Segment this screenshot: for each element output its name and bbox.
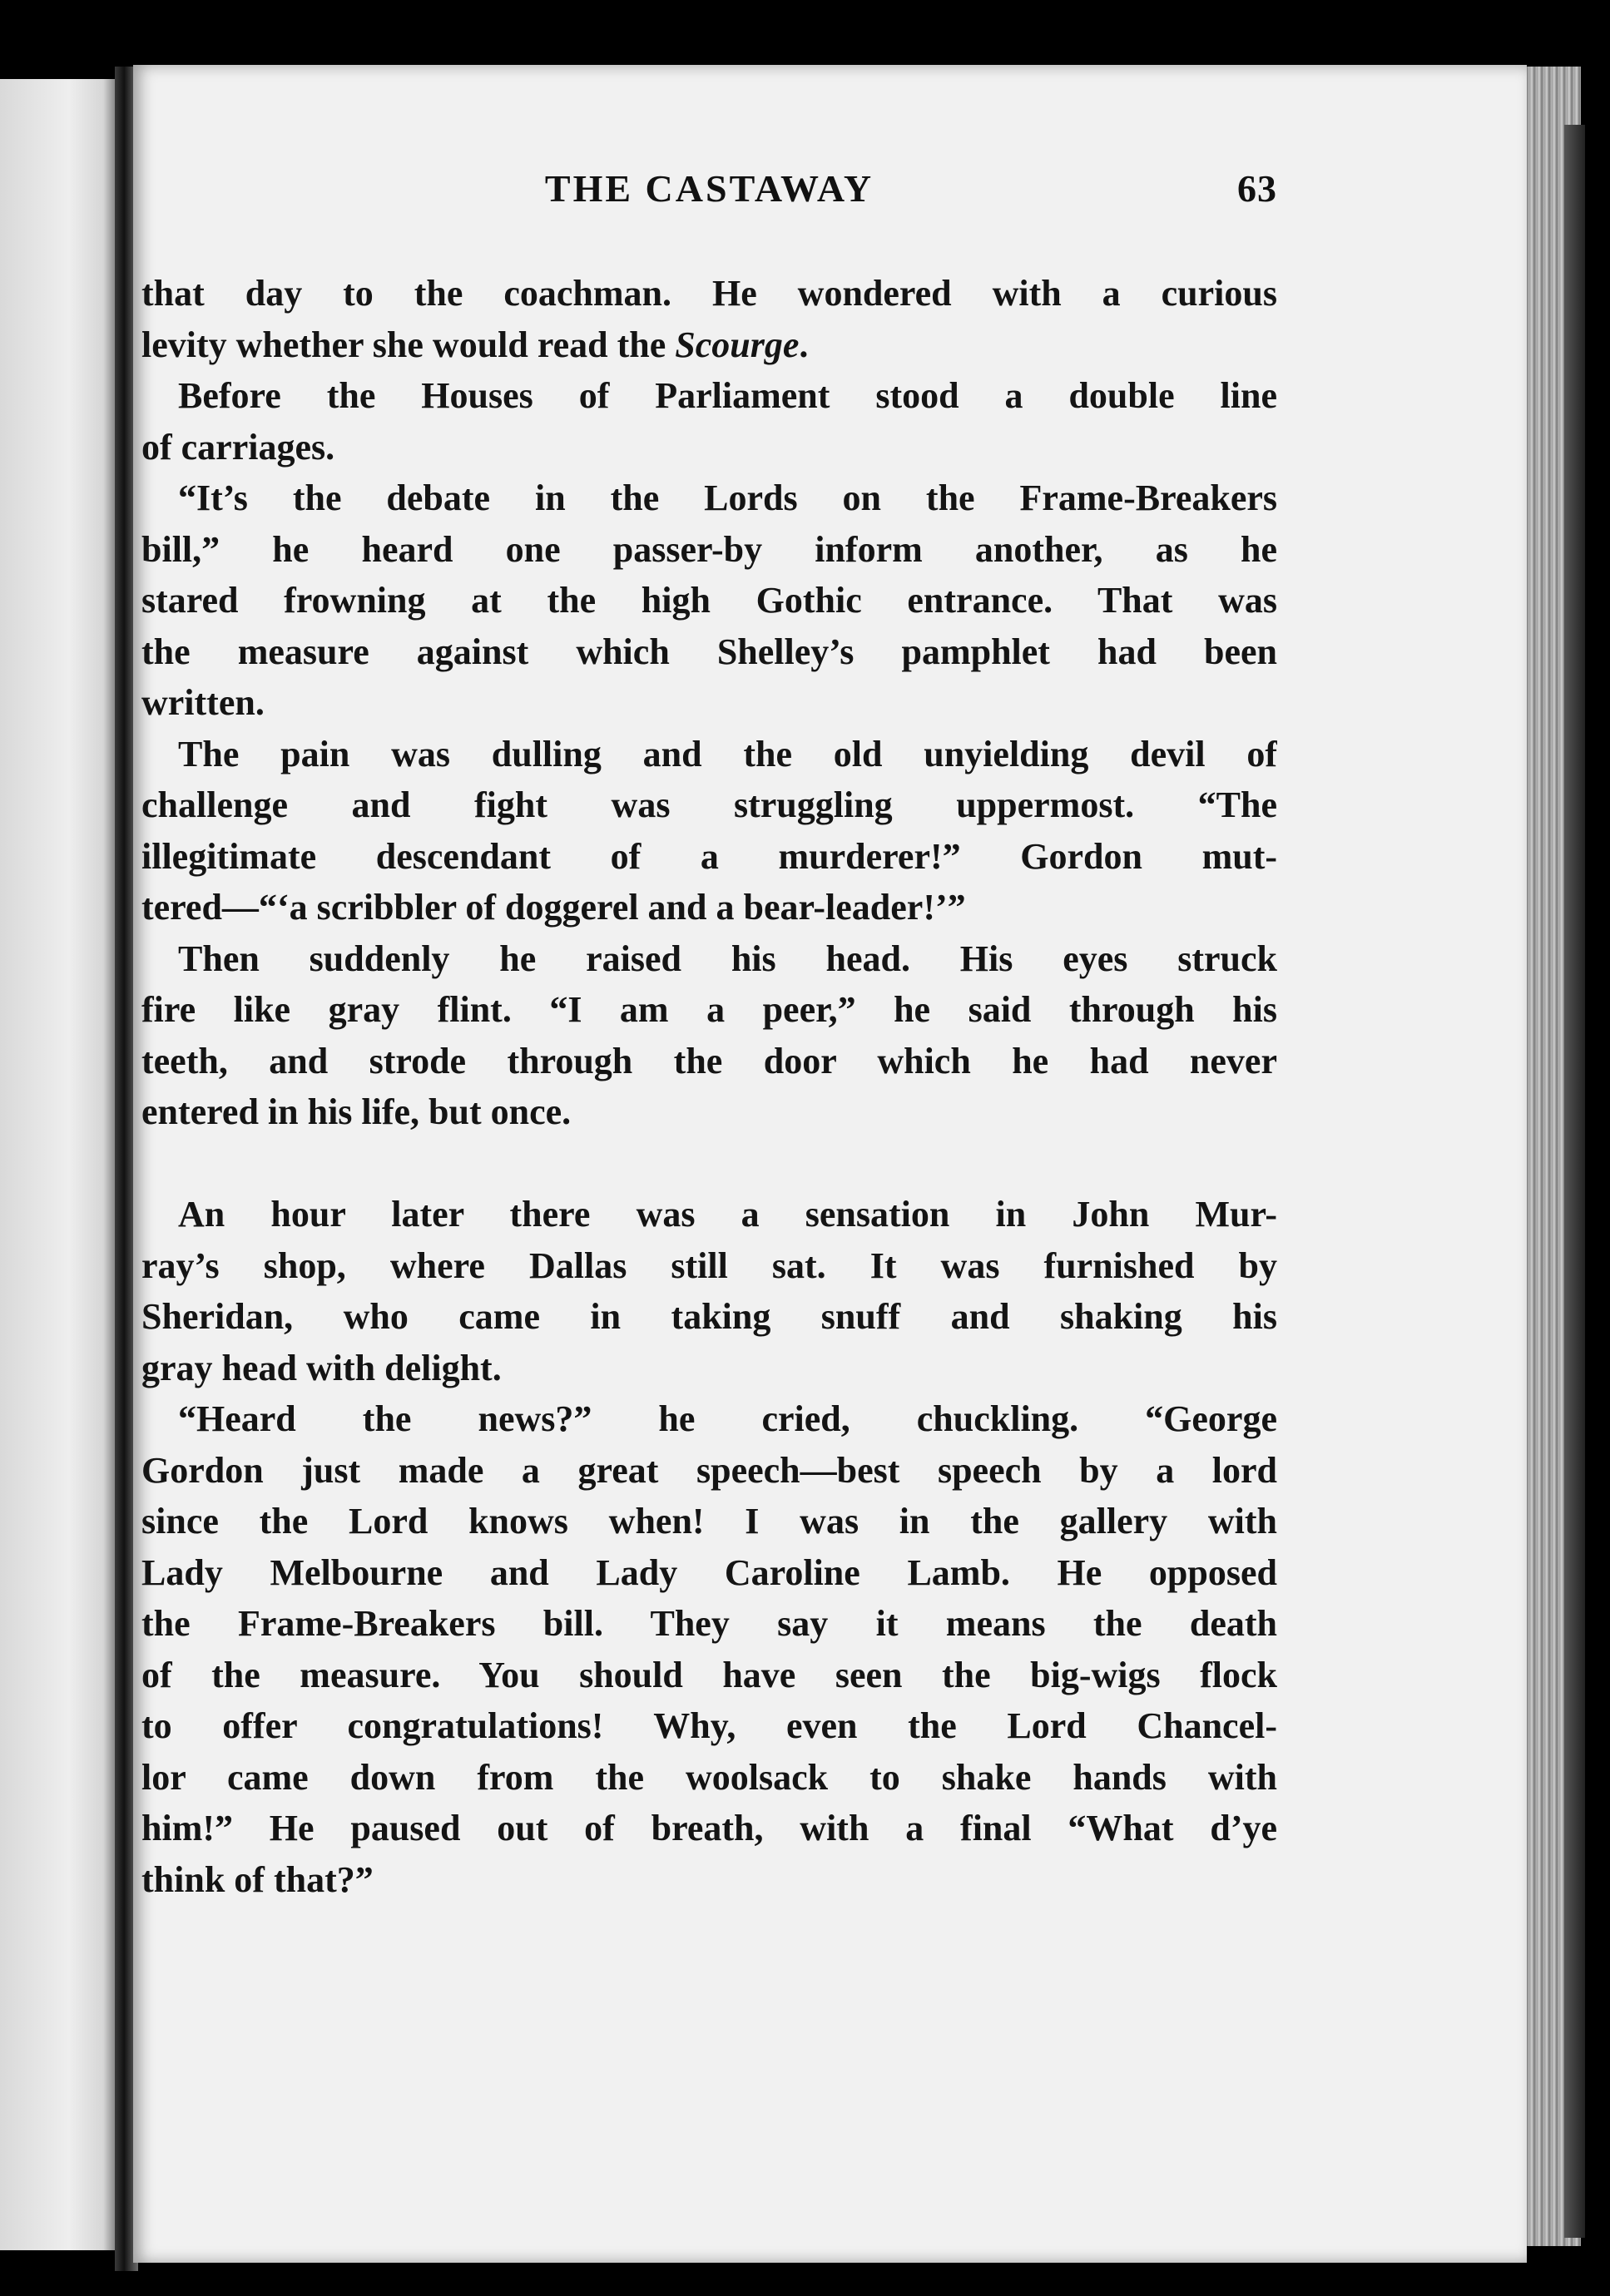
page-stack-shadow: [1564, 125, 1585, 2238]
text-line: challenge and fight was struggling uppermost. “The: [141, 784, 1277, 825]
text-line: Then suddenly he raised his head. His eyes struck: [178, 938, 1277, 979]
text-line: bill,” he heard one passer-by inform another, as he: [141, 528, 1277, 570]
text-line: “Heard the news?” he cried, chuckling. “George: [178, 1398, 1277, 1439]
page-number: 63: [1237, 167, 1277, 210]
text-line: [141, 319, 1277, 371]
text-line: stared frowning at the high Gothic entrance. That was: [141, 580, 1277, 621]
text-line: Lady Melbourne and Lady Caroline Lamb. He opposed: [141, 1551, 1277, 1593]
section-break: [141, 1138, 1277, 1190]
text-line: The pain was dulling and the old unyielding devil of: [178, 733, 1277, 774]
text-line: tered—“‘a scribbler of doggerel and a bear-leader!’”: [141, 887, 966, 928]
text-line: Gordon just made a great speech—best speech by a lord: [141, 1449, 1277, 1491]
text-line: Sheridan, who came in taking snuff and shaking his: [141, 1296, 1277, 1337]
text-line: the Frame-Breakers bill. They say it means the death: [141, 1603, 1277, 1644]
text-line: written.: [141, 682, 265, 723]
text-line: to offer congratulations! Why, even the Lord Chancel-: [141, 1705, 1277, 1746]
body-text: [141, 268, 1277, 1905]
text-line-content: levity whether she would read the Scourge.: [141, 324, 809, 365]
running-head: [141, 166, 1277, 216]
text-line: “It’s the debate in the Lords on the Frame-Breakers: [178, 478, 1277, 518]
text-line: of carriages.: [141, 426, 335, 468]
text-line: teeth, and strode through the door which he had never: [141, 1040, 1277, 1081]
text-line: the measure against which Shelley’s pamphlet had been: [141, 631, 1277, 672]
text-line: of the measure. You should have seen the big-wigs flock: [141, 1654, 1277, 1695]
previous-page-edge: [0, 79, 115, 2250]
text-line: him!” He paused out of breath, with a final “What d’ye: [141, 1808, 1277, 1848]
italic-title: Scourge: [675, 324, 800, 365]
text-line: gray head with delight.: [141, 1347, 502, 1388]
text-line: lor came down from the woolsack to shake hands with: [141, 1756, 1277, 1798]
text-line: entered in his life, but once.: [141, 1091, 572, 1132]
running-title: THE CASTAWAY: [544, 167, 874, 210]
text-line: since the Lord knows when! I was in the gallery with: [141, 1501, 1277, 1541]
text-line: think of that?”: [141, 1858, 374, 1900]
text-line: Before the Houses of Parliament stood a double line: [178, 375, 1277, 416]
text-line: illegitimate descendant of a murderer!” Gordon mut-: [141, 835, 1277, 877]
text-line: An hour later there was a sensation in John Mur-: [178, 1194, 1277, 1235]
text-line: ray’s shop, where Dallas still sat. It was furnished by: [141, 1244, 1277, 1286]
text-line: fire like gray flint. “I am a peer,” he said through his: [141, 989, 1277, 1030]
text-line: that day to the coachman. He wondered with a curious: [141, 273, 1277, 314]
